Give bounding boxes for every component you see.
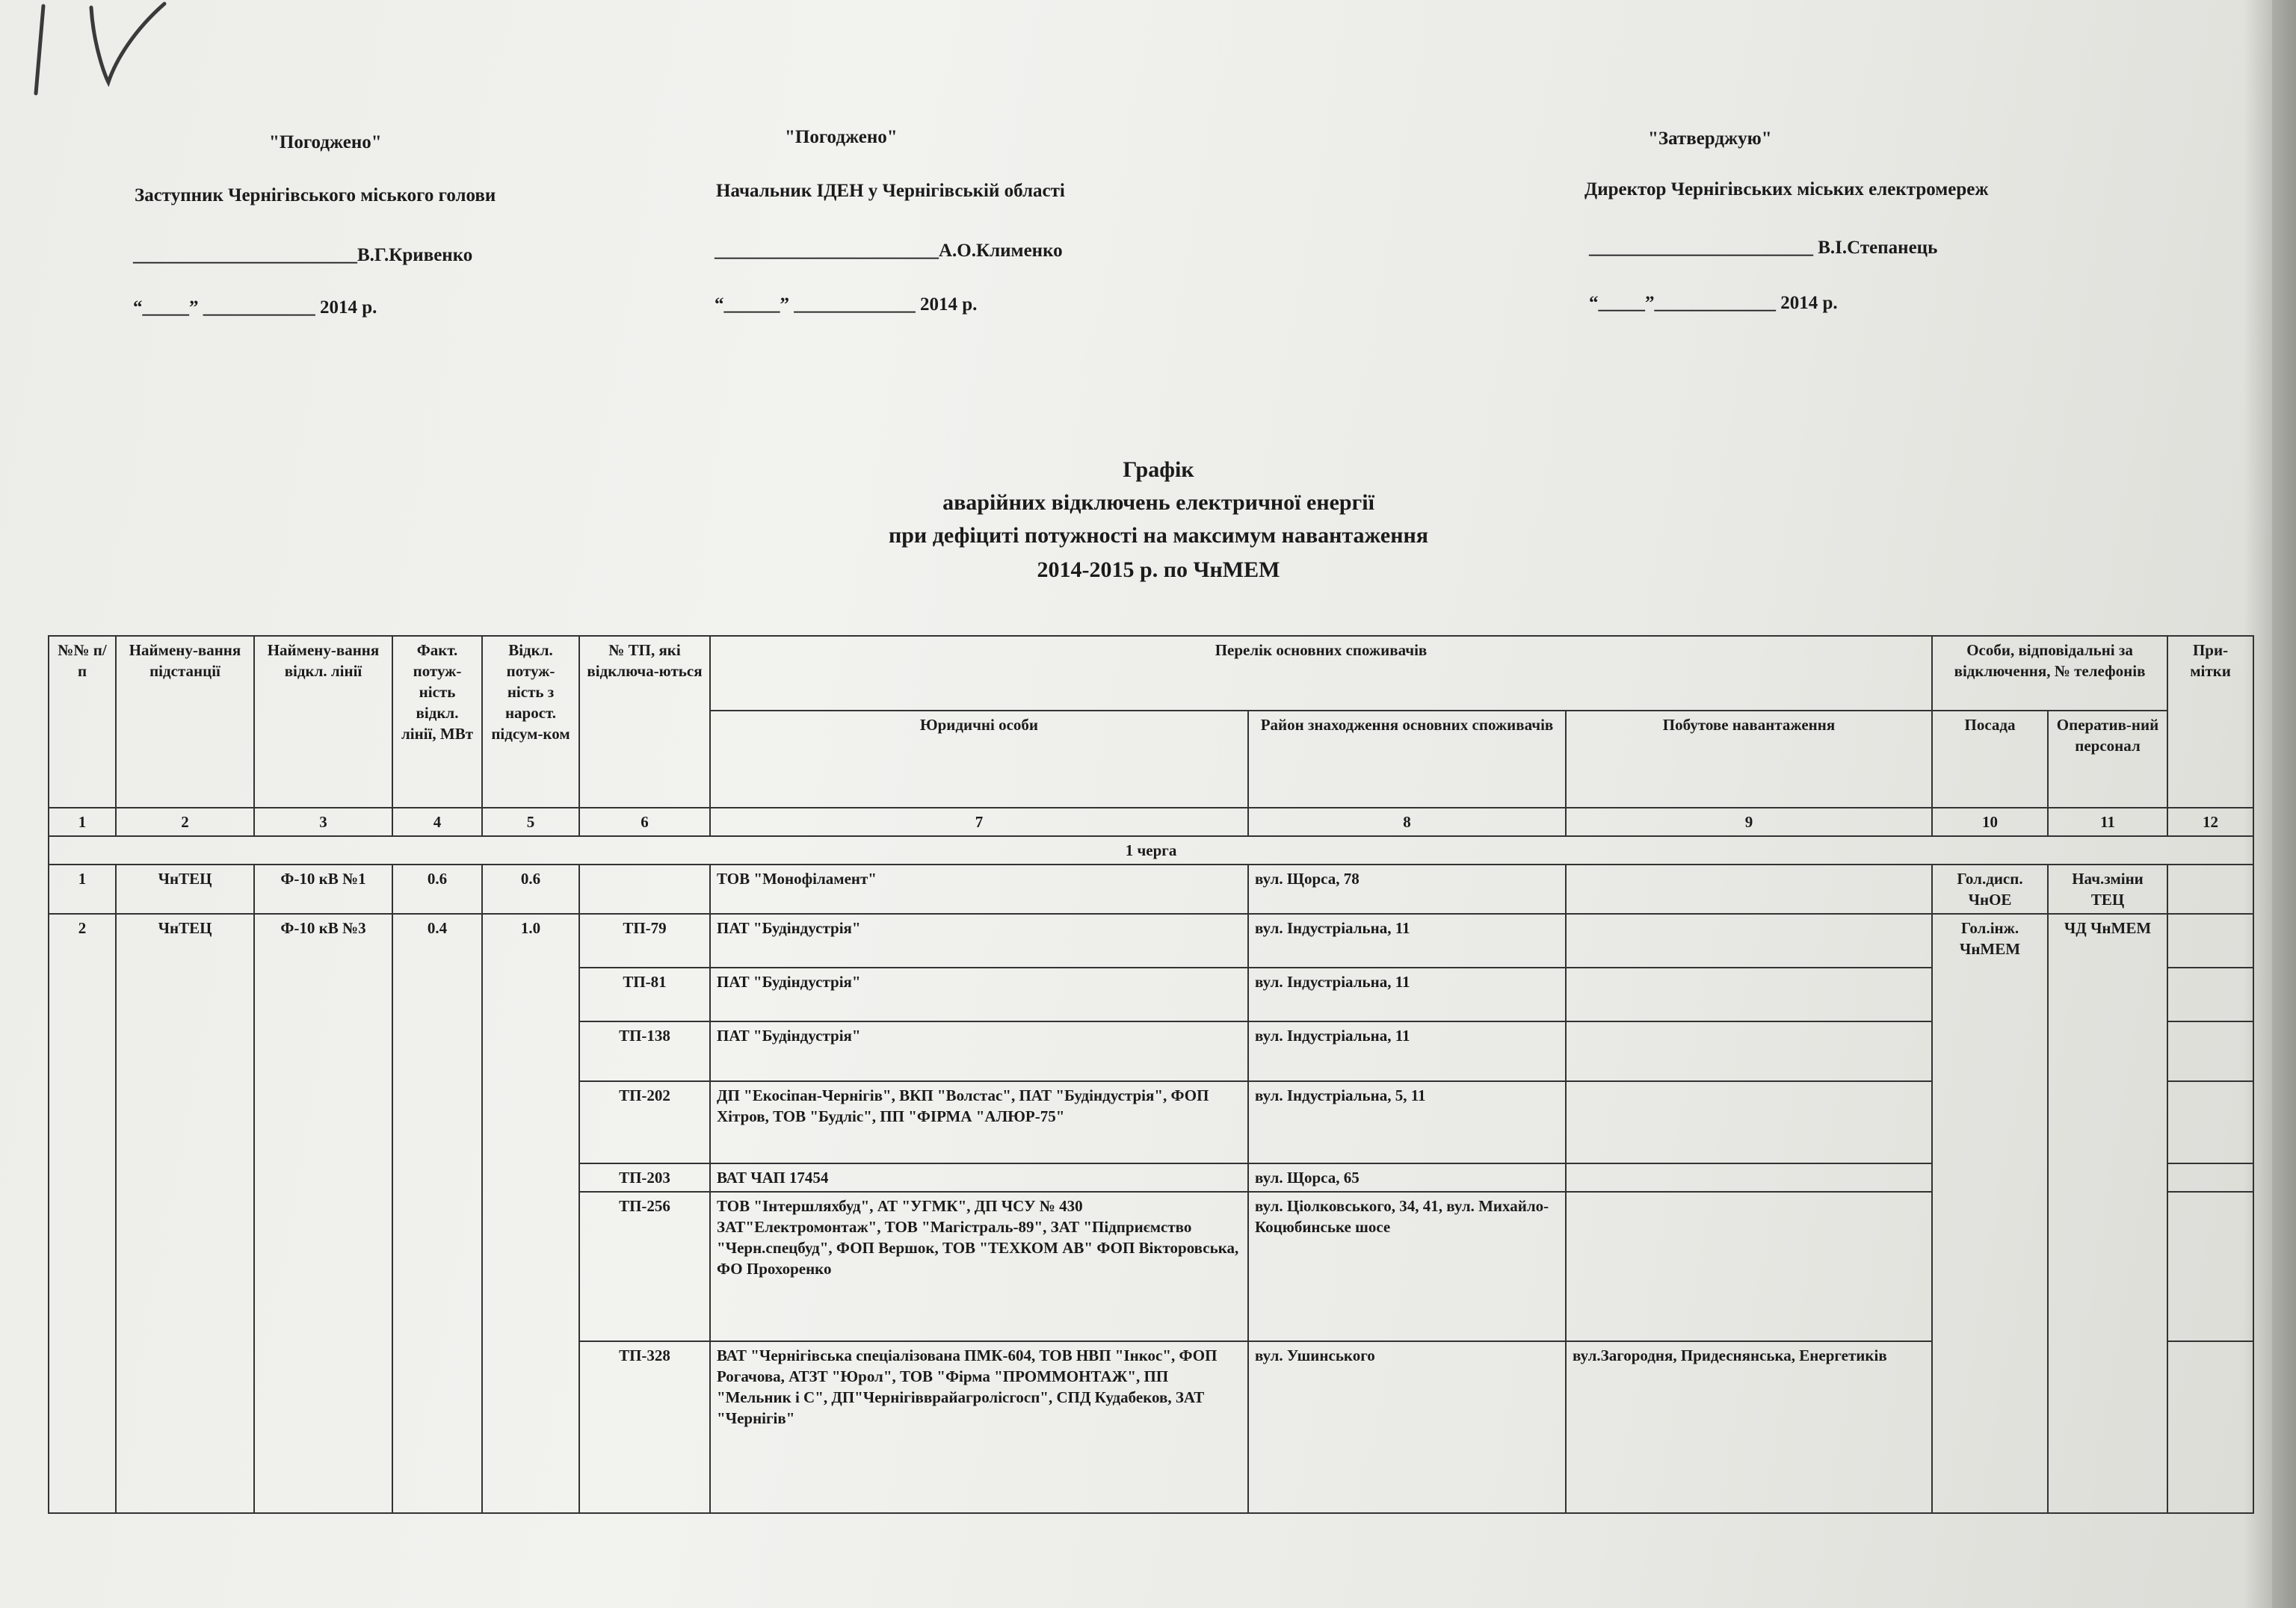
row-line: Ф-10 кВ №1 [254,865,392,914]
row-post: Гол.інж. ЧнМЕМ [1932,914,2048,1513]
approval-1-signature-line: ________________________В.Г.Кривенко [133,245,473,265]
approval-2-position: Начальник ІДЕН у Чернігівській області [716,181,1065,201]
column-number: 7 [710,808,1248,836]
title-line-4: 2014-2015 р. по ЧнМЕМ [1037,557,1280,582]
header-responsible: Особи, відповідальні за відключення, № телефонів [1932,636,2167,711]
row-operative: ЧД ЧнМЕМ [2048,914,2167,1513]
row-district: вул. Індустріальна, 11 [1248,914,1566,968]
row-cum-power: 1.0 [482,914,579,1513]
approval-3-date-line: “_____”_____________ 2014 р. [1589,293,1838,313]
row-legal: ДП "Екосіпан-Чернігів", ВКП "Волстас", ПАТ "Будіндустрія", ФОП Хітров, ТОВ "Будліс", ПП "ФІРМА "АЛЮР-75" [710,1081,1248,1163]
row-district: вул. Щорса, 65 [1248,1163,1566,1192]
column-number: 9 [1566,808,1932,836]
header-legal: Юридичні особи [710,711,1248,808]
row-district: вул. Ціолковського, 34, 41, вул. Михайло-Коцюбинське шосе [1248,1192,1566,1341]
row-notes [2167,865,2253,914]
row-household: вул.Загородня, Придеснянська, Енергетиків [1566,1341,1932,1513]
approval-2-signature-line: ________________________А.О.Клименко [715,241,1063,261]
header-district: Район знаходження основних споживачів [1248,711,1566,808]
row-cum-power: 0.6 [482,865,579,914]
row-tp: ТП-202 [579,1081,710,1163]
row-tp [579,865,710,914]
row-tp: ТП-138 [579,1021,710,1081]
table-row [49,865,2253,914]
table-row [49,914,2253,968]
row-household [1566,1081,1932,1163]
row-notes [2167,1081,2253,1163]
header-notes: При-мітки [2167,636,2253,808]
column-number: 10 [1932,808,2048,836]
group-label: 1 черга [49,836,2253,865]
column-number: 1 [49,808,116,836]
column-number: 3 [254,808,392,836]
header-col-line: Наймену-вання відкл. лінії [254,636,392,808]
row-district: вул. Індустріальна, 11 [1248,968,1566,1021]
row-substation: ЧнТЕЦ [116,914,254,1513]
row-household [1566,1021,1932,1081]
row-tp: ТП-79 [579,914,710,968]
approval-3-signature-line: ________________________ В.І.Степанець [1589,238,1938,258]
row-district: вул. Індустріальна, 5, 11 [1248,1081,1566,1163]
column-number: 4 [392,808,482,836]
header-operative: Оператив-ний персонал [2048,711,2167,808]
document-title: Графік [1123,457,1194,482]
column-number: 6 [579,808,710,836]
row-line: Ф-10 кВ №3 [254,914,392,1513]
row-notes [2167,1192,2253,1341]
approval-3-position: Директор Чернігівських міських електромереж [1584,179,1989,200]
row-tp: ТП-256 [579,1192,710,1341]
header-consumers: Перелік основних споживачів [710,636,1932,711]
column-number: 12 [2167,808,2253,836]
row-district: вул. Щорса, 78 [1248,865,1566,914]
handwritten-mark [22,0,172,97]
row-post: Гол.дисп. ЧнОЕ [1932,865,2048,914]
header-col-fact-power: Факт. потуж-ність відкл. лінії, МВт [392,636,482,808]
header-col-tp: № ТП, які відключа-ються [579,636,710,808]
row-number: 2 [49,914,116,1513]
row-legal: ПАТ "Будіндустрія" [710,1021,1248,1081]
row-notes [2167,1021,2253,1081]
row-notes [2167,1163,2253,1192]
approval-3-heading: "Затверджую" [1648,129,1772,149]
header-household: Побутове навантаження [1566,711,1932,808]
row-district: вул. Індустріальна, 11 [1248,1021,1566,1081]
row-tp: ТП-328 [579,1341,710,1513]
row-household [1566,1163,1932,1192]
header-col-cum-power: Відкл. потуж-ність з нарост. підсум-ком [482,636,579,808]
outage-schedule-table [48,635,2254,1514]
row-number: 1 [49,865,116,914]
column-number: 2 [116,808,254,836]
approval-1-date-line: “_____” ____________ 2014 р. [133,297,377,318]
row-notes [2167,968,2253,1021]
row-household [1566,865,1932,914]
header-col-substation: Наймену-вання підстанції [116,636,254,808]
title-line-3: при дефіциті потужності на максимум навантаження [888,523,1429,548]
row-household [1566,968,1932,1021]
row-notes [2167,1341,2253,1513]
column-number-row [49,808,2253,836]
row-tp: ТП-81 [579,968,710,1021]
header-row-1 [49,636,2253,711]
approval-2-heading: "Погоджено" [785,127,898,147]
row-fact-power: 0.6 [392,865,482,914]
row-household [1566,914,1932,968]
group-row [49,836,2253,865]
row-legal: ВАТ "Чернігівська спеціалізована ПМК-604, ТОВ НВП "Інкос", ФОП Рогачова, АТЗТ "Юрол", ТОВ "Фірма "ПРОММОНТАЖ", ПП "Мельник і С", ДП"Чернігівврайагролісгосп", СПД Кудабеков, ЗАТ "Чернігів" [710,1341,1248,1513]
row-household [1566,1192,1932,1341]
row-legal: ПАТ "Будіндустрія" [710,968,1248,1021]
row-legal: ВАТ ЧАП 17454 [710,1163,1248,1192]
approval-1-heading: "Погоджено" [269,132,382,152]
row-fact-power: 0.4 [392,914,482,1513]
header-post: Посада [1932,711,2048,808]
column-number: 11 [2048,808,2167,836]
header-col-number: №№ п/п [49,636,116,808]
approval-1-position: Заступник Чернігівського міського голови [135,185,496,205]
row-operative: Нач.зміни ТЕЦ [2048,865,2167,914]
row-notes [2167,914,2253,968]
row-substation: ЧнТЕЦ [116,865,254,914]
row-district: вул. Ушинського [1248,1341,1566,1513]
row-legal: ТОВ "Інтершляхбуд", АТ "УГМК", ДП ЧСУ № 430 ЗАТ"Електромонтаж", ТОВ "Магістраль-89", ЗАТ "Підприємство "Черн.спецбуд", ФОП Вершок, ТОВ "ТЕХКОМ АВ" ФОП Вікторовська, ФО Прохоренко [710,1192,1248,1341]
row-tp: ТП-203 [579,1163,710,1192]
row-legal: ТОВ "Монофіламент" [710,865,1248,914]
row-legal: ПАТ "Будіндустрія" [710,914,1248,968]
column-number: 5 [482,808,579,836]
column-number: 8 [1248,808,1566,836]
title-line-2: аварійних відключень електричної енергії [942,490,1374,515]
approval-2-date-line: “______” _____________ 2014 р. [715,294,978,315]
